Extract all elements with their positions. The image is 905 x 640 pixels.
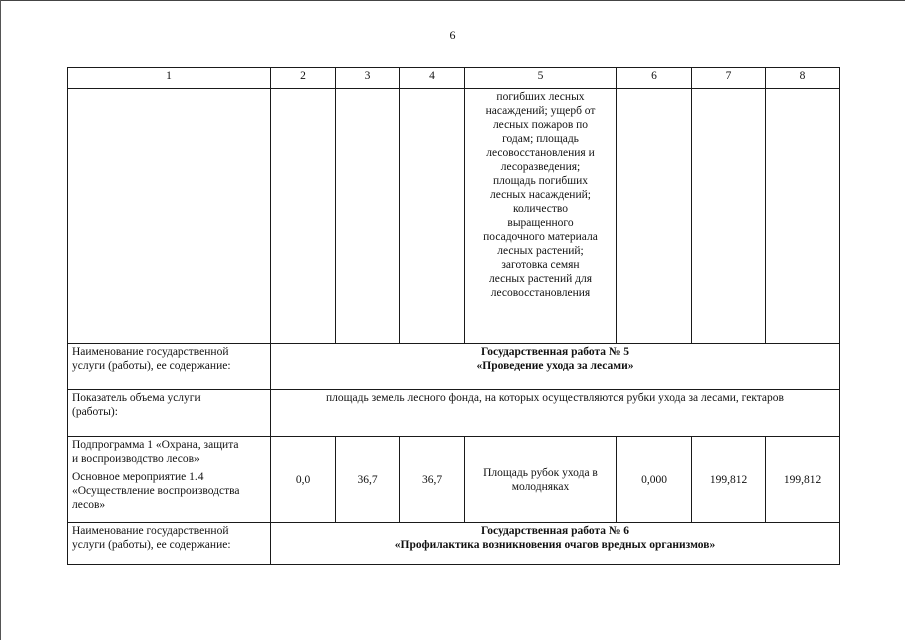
column-header: 1 [68,68,271,89]
work6-row [68,523,840,565]
table-header-row [68,68,840,89]
indicator-value: площадь земель лесного фонда, на которых осуществляются рубки ухода за лесами, гектаров [271,390,840,437]
work-title: Государственная работа № 5 [480,346,630,358]
indicator-row [68,390,840,437]
text-line: посадочного материала [483,231,598,243]
label-line: «Осуществление воспроизводства [72,485,240,497]
column-header: 2 [271,68,336,89]
indicator-list-cell [465,89,617,344]
text-line: погибших лесных [496,91,585,103]
label-line: Подпрограмма 1 «Охрана, защита [72,439,239,451]
work5-title-cell [271,344,840,390]
label-line: услуги (работы), ее содержание: [72,539,231,551]
page-number: 6 [449,28,456,42]
work-subtitle: «Проведение ухода за лесами» [476,360,634,372]
table-cell [692,89,766,344]
column-header: 6 [617,68,692,89]
work-title: Государственная работа № 6 [480,525,630,537]
text-line: лесных растений; [497,245,584,257]
table-cell [336,89,400,344]
text-line: насаждений; ущерб от [485,105,596,117]
work5-row [68,344,840,390]
table-cell [617,89,692,344]
label-line: и воспроизводство лесов» [72,453,200,465]
text-line: количество [513,203,568,215]
text-line: молодняках [511,480,570,493]
indicator-name-cell [465,437,617,523]
value-col4: 36,7 [400,437,465,523]
subprogram-row [68,437,840,523]
label-line: услуги (работы), ее содержание: [72,360,231,372]
text-line: лесных пожаров по [492,119,589,131]
text-line: лесовосстановления и [486,147,595,159]
value-col6: 0,000 [617,437,692,523]
text-line: заготовка семян [501,259,580,271]
work-subtitle: «Профилактика возникновения очагов вредных организмов» [394,539,716,551]
table-cell [400,89,465,344]
label-line: (работы): [72,406,118,418]
column-header: 3 [336,68,400,89]
text-line: Площадь рубок ухода в [483,466,598,479]
column-header: 5 [465,68,617,89]
label-line: Показатель объема услуги [72,392,201,404]
page-top-edge [0,0,905,1]
page-left-edge [0,0,1,640]
label-line: Наименование государственной [72,346,229,358]
text-line: годам; площадь [502,133,579,145]
work6-title-cell [271,523,840,565]
service-name-label [68,344,271,390]
text-line: лесоразведения; [500,161,581,173]
text-line: лесовосстановления [490,287,591,299]
table-cell [766,89,840,344]
column-header: 8 [766,68,840,89]
value-col2: 0,0 [271,437,336,523]
table-cell [68,89,271,344]
text-line: выращенного [507,217,574,229]
value-col8: 199,812 [766,437,840,523]
text-line: лесных насаждений; [490,189,591,201]
text-line: площадь погибших [493,175,588,187]
text-line: лесных растений для [488,273,593,285]
label-line: лесов» [72,499,106,511]
value-col3: 36,7 [336,437,400,523]
budget-table [67,67,840,565]
table-cell [271,89,336,344]
continuation-row [68,89,840,344]
indicator-label [68,390,271,437]
value-col7: 199,812 [692,437,766,523]
label-line: Наименование государственной [72,525,229,537]
service-name-label [68,523,271,565]
column-header: 7 [692,68,766,89]
subprogram-label [68,437,271,523]
label-line: Основное мероприятие 1.4 [72,471,204,483]
column-header: 4 [400,68,465,89]
